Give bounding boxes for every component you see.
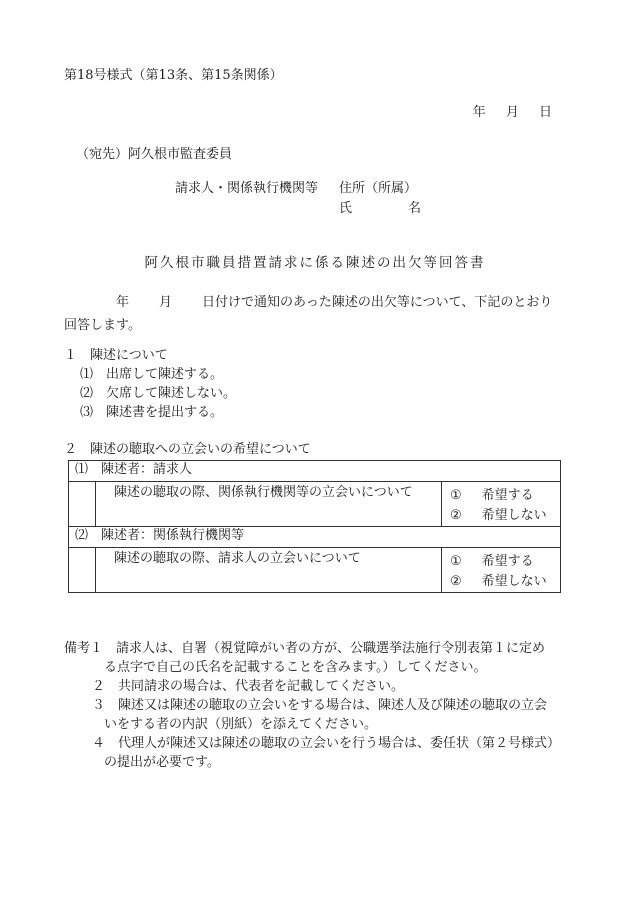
- date-day: 日: [538, 105, 552, 120]
- name-label: [339, 200, 421, 218]
- note-line: 備考１ 請求人は、自署（視覚障がい者の方が、公職選挙法施行令別表第１に定め: [64, 641, 546, 656]
- section1-item: ⑶ 陳述書を提出する。: [80, 405, 224, 420]
- note-line: の提出が必要です。: [104, 755, 220, 770]
- choice-label: 希望しない: [481, 574, 547, 589]
- section2-heading: ２ 陳述の聴取への立会いの希望について: [64, 442, 311, 457]
- body-text-1: 日付けで通知のあった陳述の出欠等について、下記のとおり: [202, 295, 553, 310]
- table-question: 陳述の聴取の際、関係執行機関等の立会いについて: [96, 482, 442, 527]
- section1-item: ⑵ 欠席して陳述しない。: [80, 386, 237, 401]
- name-label-first: 氏: [339, 201, 353, 216]
- address-label: 住所（所属）: [339, 181, 418, 196]
- requester-label: 請求人・関係執行機関等: [175, 181, 319, 196]
- body-paragraph: [64, 291, 564, 337]
- table-row-label: ⑵ 陳述者：関係執行機関等: [69, 527, 561, 548]
- choice-row[interactable]: [450, 552, 560, 572]
- name-label-second: 名: [408, 201, 422, 216]
- table-spacer: [69, 548, 96, 593]
- table-question: 陳述の聴取の際、請求人の立会いについて: [96, 548, 442, 593]
- addressee: （宛先）阿久根市監査委員: [76, 147, 233, 162]
- choice-row[interactable]: [450, 506, 560, 526]
- choice-label: 希望しない: [481, 508, 547, 523]
- date-year: 年: [472, 105, 486, 120]
- date-month: 月: [505, 105, 519, 120]
- choice-number: ①: [450, 554, 462, 569]
- table-choices: [442, 482, 561, 527]
- body-year: 年: [116, 295, 130, 310]
- table-choices: [442, 548, 561, 593]
- form-number: 第18号様式（第13条、第15条関係）: [64, 68, 283, 83]
- choice-number: ①: [450, 488, 462, 503]
- note-line: いをする者の内訳（別紙）を添えてください。: [104, 717, 378, 732]
- choice-row[interactable]: [450, 572, 560, 592]
- note-line: る点字で自己の氏名を記載することを含みます。）してください。: [104, 660, 487, 675]
- table-row-label: ⑴ 陳述者：請求人: [69, 461, 561, 482]
- section1-item: ⑴ 出席して陳述する。: [80, 367, 224, 382]
- section1-heading: １ 陳述について: [64, 348, 168, 363]
- note-line: ３ 陳述又は陳述の聴取の立会いをする場合は、陳述人及び陳述の聴取の立会: [92, 698, 548, 713]
- note-line: ４ 代理人が陳述又は陳述の聴取の立会いを行う場合は、委任状（第２号様式）: [92, 736, 561, 751]
- choice-label: 希望する: [481, 488, 534, 503]
- note-line: ２ 共同請求の場合は、代表者を記載してください。: [92, 679, 405, 694]
- choice-row[interactable]: [450, 486, 560, 506]
- choice-number: ②: [450, 508, 462, 523]
- choice-label: 希望する: [481, 554, 534, 569]
- preference-table: [68, 460, 561, 593]
- table-spacer: [69, 482, 96, 527]
- choice-number: ②: [450, 574, 462, 589]
- body-month: 月: [159, 295, 173, 310]
- document-title: 阿久根市職員措置請求に係る陳述の出欠等回答書: [144, 255, 486, 271]
- body-text-2: 回答します。: [64, 318, 141, 333]
- date-line: [473, 104, 552, 122]
